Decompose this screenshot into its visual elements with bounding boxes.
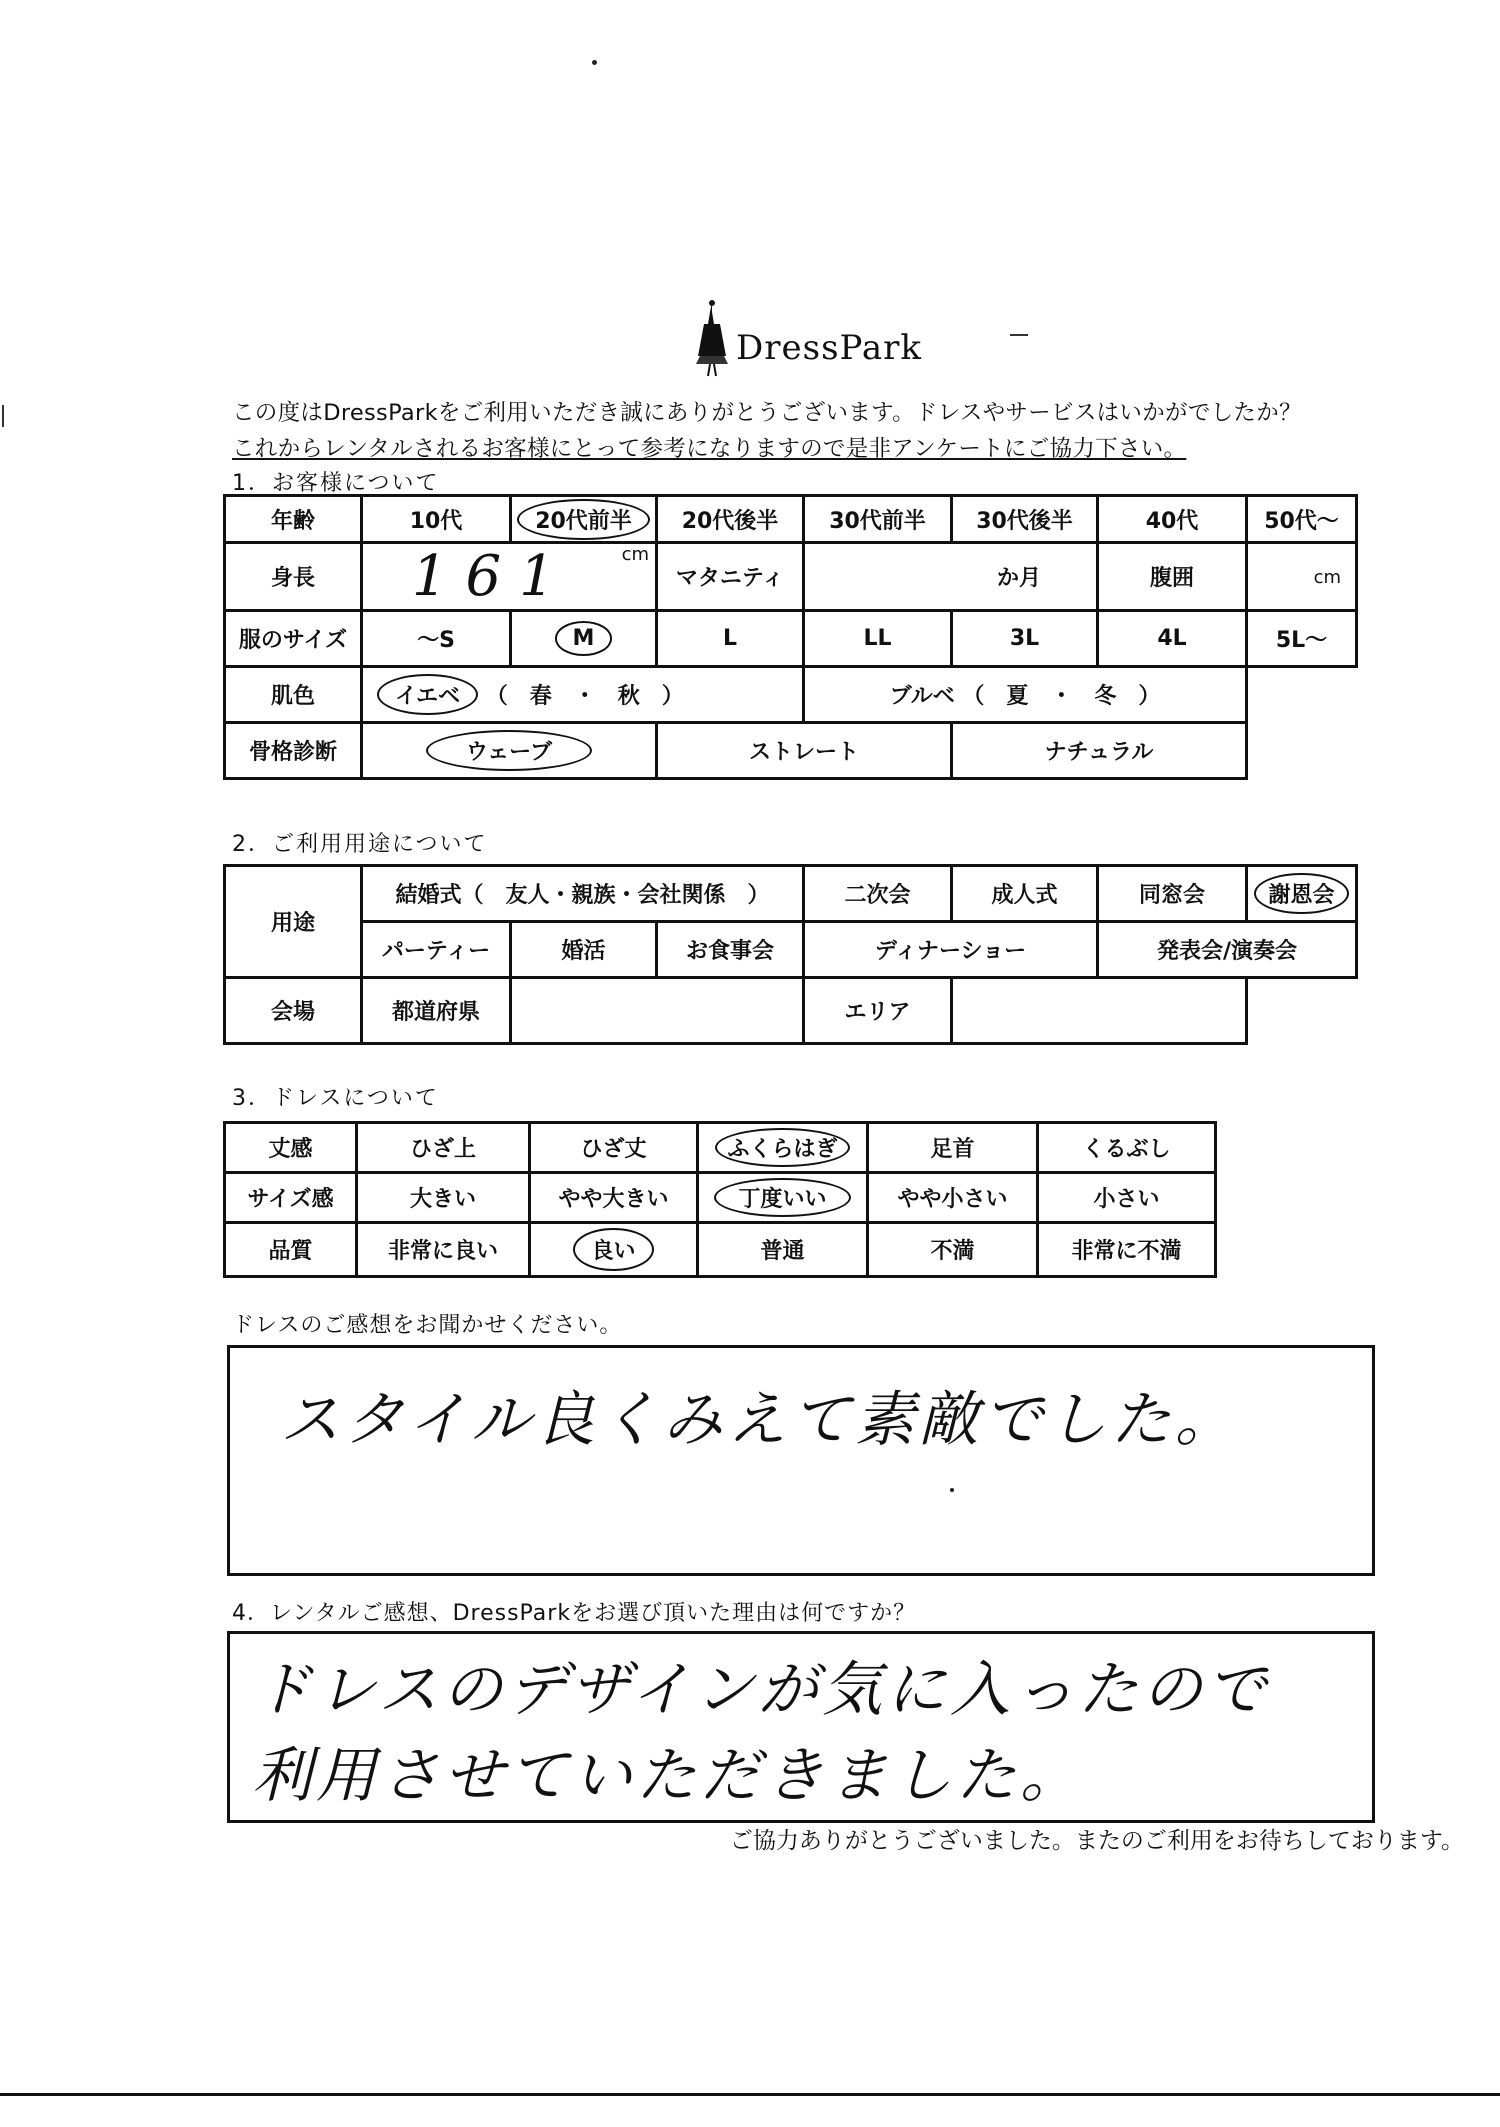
purpose-option[interactable]: パーティー — [362, 922, 511, 978]
skin-yellow-option[interactable] — [362, 667, 804, 723]
purpose-option[interactable]: お食事会 — [657, 922, 804, 978]
size-option[interactable]: 3L — [952, 611, 1098, 667]
length-label: 丈感 — [225, 1123, 357, 1173]
purpose-option[interactable]: 成人式 — [952, 866, 1098, 922]
fit-option[interactable]: やや大きい — [530, 1173, 698, 1223]
height-row — [225, 543, 1357, 611]
prefecture-label: 都道府県 — [362, 978, 511, 1044]
area-field[interactable] — [952, 978, 1247, 1044]
purpose-row-1 — [225, 866, 1357, 922]
selection-circle: 良い — [573, 1228, 653, 1271]
age-label: 年齢 — [225, 496, 362, 543]
prefecture-field[interactable] — [511, 978, 804, 1044]
selection-circle: 20代前半 — [517, 499, 650, 540]
age-option[interactable]: 30代前半 — [804, 496, 952, 543]
quality-label: 品質 — [225, 1223, 357, 1277]
size-option[interactable]: 4L — [1098, 611, 1247, 667]
size-option[interactable]: ～S — [362, 611, 511, 667]
fit-option[interactable]: 大きい — [357, 1173, 530, 1223]
impressions-answer: スタイル良くみえて素敵でした。 — [280, 1385, 1239, 1455]
quality-row — [225, 1223, 1216, 1277]
footer-thanks: ご協力ありがとうございました。またのご利用をお待ちしております。 — [729, 1828, 1464, 1854]
page-bottom-rule — [0, 2093, 1500, 2096]
length-row — [225, 1123, 1216, 1173]
age-option[interactable]: 30代後半 — [952, 496, 1098, 543]
skeleton-row — [225, 723, 1357, 779]
fit-option[interactable]: やや小さい — [868, 1173, 1038, 1223]
maternity-label: マタニティ — [657, 543, 804, 611]
dresspark-logo — [690, 298, 930, 378]
scan-margin-mark — [2, 405, 4, 427]
fit-option-selected[interactable] — [698, 1173, 868, 1223]
selection-circle: 丁度いい — [714, 1178, 850, 1217]
impressions-answer-box[interactable] — [227, 1345, 1375, 1576]
purpose-option[interactable]: 同窓会 — [1098, 866, 1247, 922]
skeleton-option[interactable]: ストレート — [657, 723, 952, 779]
length-option[interactable]: 足首 — [868, 1123, 1038, 1173]
dress-icon — [690, 298, 734, 378]
selection-circle: M — [555, 621, 613, 656]
size-option[interactable]: 5L～ — [1247, 611, 1357, 667]
age-option[interactable]: 20代後半 — [657, 496, 804, 543]
purpose-option[interactable]: ディナーショー — [804, 922, 1098, 978]
skin-blue-option[interactable] — [804, 667, 1247, 723]
venue-label: 会場 — [225, 978, 362, 1044]
section-2-title: 2．ご利用用途について — [232, 832, 488, 857]
selection-circle: イエベ — [377, 674, 478, 715]
selection-circle: ふくらはぎ — [715, 1128, 849, 1167]
waist-label: 腹囲 — [1098, 543, 1247, 611]
impressions-prompt: ドレスのご感想をお聞かせください。 — [232, 1313, 623, 1338]
skin-label: 肌色 — [225, 667, 362, 723]
skin-row — [225, 667, 1357, 723]
skeleton-option[interactable]: ナチュラル — [952, 723, 1247, 779]
age-option[interactable]: 40代 — [1098, 496, 1247, 543]
yellow-seasons: （ 春 ・ 秋 ） — [485, 684, 684, 709]
age-row — [225, 496, 1357, 543]
quality-option-selected[interactable] — [530, 1223, 698, 1277]
waist-field[interactable] — [1247, 543, 1357, 611]
quality-option[interactable]: 非常に良い — [357, 1223, 530, 1277]
height-unit: cm — [621, 544, 649, 565]
months-label: か月 — [996, 566, 1041, 591]
height-value: 161 — [411, 544, 573, 609]
quality-option[interactable]: 普通 — [698, 1223, 868, 1277]
height-field[interactable] — [362, 543, 657, 611]
waist-unit: cm — [1313, 567, 1341, 588]
age-option[interactable]: 50代～ — [1247, 496, 1357, 543]
maternity-months-field[interactable] — [804, 543, 1098, 611]
selection-circle: ウェーブ — [426, 730, 592, 771]
intro-line-1: この度はDressParkをご利用いただき誠にありがとうございます。ドレスやサービスはいかがでしたか？ — [232, 400, 1302, 426]
section-1-title: 1．お客様について — [232, 471, 440, 496]
length-option[interactable]: ひざ上 — [357, 1123, 530, 1173]
reason-answer-line-2: 利用させていただきました。 — [252, 1741, 1084, 1811]
size-row — [225, 611, 1357, 667]
intro-line-2: これからレンタルされるお客様にとって参考になりますので是非アンケートにご協力下さい。 — [232, 436, 1187, 462]
usage-table — [223, 864, 1358, 1045]
quality-option[interactable]: 非常に不満 — [1038, 1223, 1216, 1277]
empty-cell — [1247, 978, 1357, 1044]
fit-row — [225, 1173, 1216, 1223]
purpose-option[interactable]: 婚活 — [511, 922, 657, 978]
purpose-label: 用途 — [225, 866, 362, 978]
purpose-option[interactable]: 結婚式（ 友人・親族・会社関係 ） — [362, 866, 804, 922]
fit-label: サイズ感 — [225, 1173, 357, 1223]
purpose-option-selected[interactable] — [1247, 866, 1357, 922]
empty-cell — [1247, 667, 1357, 723]
reason-answer-line-1: ドレスのデザインが気に入ったので — [252, 1655, 1270, 1725]
dress-table — [223, 1121, 1217, 1278]
purpose-option[interactable]: 発表会/演奏会 — [1098, 922, 1357, 978]
purpose-option[interactable]: 二次会 — [804, 866, 952, 922]
logo-text: DressPark — [736, 328, 923, 368]
logo-dash — [1010, 334, 1028, 336]
size-label: 服のサイズ — [225, 611, 362, 667]
customer-info-table — [223, 494, 1358, 780]
height-label: 身長 — [225, 543, 362, 611]
reason-answer-box[interactable] — [227, 1631, 1375, 1823]
size-option-selected[interactable] — [511, 611, 657, 667]
blue-seasons: （ 夏 ・ 冬 ） — [962, 684, 1161, 709]
length-option[interactable]: くるぶし — [1038, 1123, 1216, 1173]
empty-cell — [1247, 723, 1357, 779]
venue-row — [225, 978, 1357, 1044]
selection-circle: 謝恩会 — [1254, 873, 1348, 914]
length-option-selected[interactable] — [698, 1123, 868, 1173]
quality-option[interactable]: 不満 — [868, 1223, 1038, 1277]
section-4-title: 4．レンタルご感想、DressParkをお選び頂いた理由は何ですか？ — [232, 1601, 917, 1626]
length-option[interactable]: ひざ丈 — [530, 1123, 698, 1173]
size-option[interactable]: L — [657, 611, 804, 667]
age-option-selected[interactable] — [511, 496, 657, 543]
skeleton-option-selected[interactable] — [362, 723, 657, 779]
area-label: エリア — [804, 978, 952, 1044]
purpose-row-2 — [225, 922, 1357, 978]
scan-speck — [592, 60, 597, 65]
scan-speck — [950, 1488, 954, 1492]
section-3-title: 3．ドレスについて — [232, 1086, 439, 1111]
skeleton-label: 骨格診断 — [225, 723, 362, 779]
size-option[interactable]: LL — [804, 611, 952, 667]
fit-option[interactable]: 小さい — [1038, 1173, 1216, 1223]
age-option[interactable]: 10代 — [362, 496, 511, 543]
blue-label: ブルベ — [889, 684, 955, 709]
